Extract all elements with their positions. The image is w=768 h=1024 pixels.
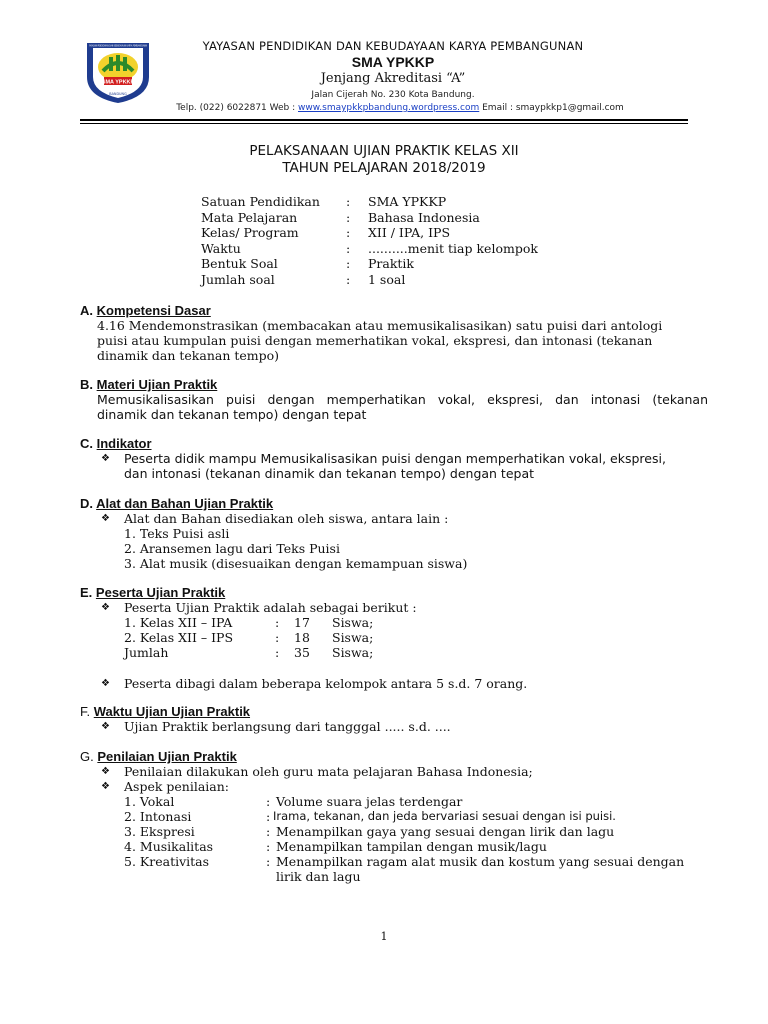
participant-count: 17 xyxy=(294,615,310,630)
section-letter: A. xyxy=(80,303,93,318)
telephone: Telp. (022) 6022871 Web : xyxy=(176,103,299,113)
bullet-icon: ❖ xyxy=(101,602,110,613)
bullet-text: Ujian Praktik berlangsung dari tangggal ..... s.d. .... xyxy=(124,719,451,734)
bullet-icon: ❖ xyxy=(101,513,110,524)
header-rule-thin xyxy=(80,123,688,124)
info-label: Waktu xyxy=(201,240,241,256)
section-heading xyxy=(80,496,273,511)
school-name: SMA YPKKP xyxy=(351,54,435,70)
info-colon: : xyxy=(346,271,351,287)
info-colon: : xyxy=(346,194,351,209)
accreditation: Jenjang Akreditasi “A” xyxy=(320,71,466,86)
paragraph-line: dinamik dan tekanan tempo) dengan tepat xyxy=(97,407,367,422)
participant-colon: : xyxy=(275,645,280,660)
participant-unit: Siswa; xyxy=(332,615,374,630)
aspect-name: 2. Intonasi xyxy=(124,809,192,824)
participant-colon: : xyxy=(275,630,280,645)
aspect-desc: Menampilkan gaya yang sesuai dengan lirik dan lagu xyxy=(276,824,615,839)
info-row xyxy=(201,194,538,210)
section-letter: C. xyxy=(80,436,93,451)
aspect-name: 5. Kreativitas xyxy=(124,854,210,869)
info-colon: : xyxy=(346,240,351,256)
bullet-icon: ❖ xyxy=(101,766,110,777)
participant-unit: Siswa; xyxy=(332,630,374,645)
bullet-text: Aspek penilaian: xyxy=(124,779,229,794)
participant-total-label: Jumlah xyxy=(124,645,169,660)
participant-label: 1. Kelas XII – IPA xyxy=(124,615,233,630)
section-letter: B. xyxy=(80,377,93,392)
bullet-text: Penilaian dilakukan oleh guru mata pelajaran Bahasa Indonesia; xyxy=(124,764,533,779)
bullet-text: Peserta Ujian Praktik adalah sebagai berikut : xyxy=(124,600,417,615)
section-letter: G. xyxy=(80,749,94,764)
participant-unit: Siswa; xyxy=(332,645,374,660)
info-label: Bentuk Soal xyxy=(201,256,278,272)
participant-total-count: 35 xyxy=(294,645,310,660)
info-value: XII / IPA, IPS xyxy=(368,225,451,241)
info-row xyxy=(201,225,538,241)
aspect-colon: : xyxy=(266,839,271,854)
aspect-name: 3. Ekspresi xyxy=(124,824,195,839)
email: Email : smaypkkp1@gmail.com xyxy=(479,103,624,113)
info-label: Jumlah soal xyxy=(201,271,275,287)
info-label: Satuan Pendidikan xyxy=(201,194,320,209)
info-row xyxy=(201,210,538,226)
aspect-colon: : xyxy=(266,809,271,824)
document-title: PELAKSANAAN UJIAN PRAKTIK KELAS XII xyxy=(249,143,519,159)
info-row xyxy=(201,241,538,257)
paragraph-line: Peserta didik mampu Memusikalisasikan puisi dengan memperhatikan vokal, ekspresi, xyxy=(124,451,666,466)
section-heading xyxy=(80,303,211,318)
paragraph-line: Memusikalisasikan puisi dengan memperhatikan vokal, ekspresi, dan intonasi (tekanan xyxy=(97,392,708,407)
paragraph-line: dan intonasi (tekanan dinamik dan tekanan tempo) dengan tepat xyxy=(124,466,535,481)
page-number: 1 xyxy=(380,930,388,943)
info-label: Mata Pelajaran xyxy=(201,209,298,225)
list-item: 3. Alat musik (disesuaikan dengan kemampuan siswa) xyxy=(124,556,468,571)
info-table xyxy=(201,194,538,288)
participant-colon: : xyxy=(275,615,280,630)
header-rule xyxy=(80,119,688,121)
aspect-colon: : xyxy=(266,824,271,839)
section-heading xyxy=(80,585,225,600)
info-label: Kelas/ Program xyxy=(201,225,299,241)
foundation-name: YAYASAN PENDIDIKAN DAN KEBUDAYAAN KARYA PEMBANGUNAN xyxy=(202,39,584,53)
section-heading xyxy=(80,377,217,392)
logo-name: SMA YPKKP xyxy=(101,79,135,86)
info-value: SMA YPKKP xyxy=(368,194,447,209)
info-colon: : xyxy=(346,256,351,272)
section-heading xyxy=(80,436,152,451)
section-title: Kompetensi Dasar xyxy=(96,303,211,318)
section-title: Peserta Ujian Praktik xyxy=(95,585,226,600)
logo-top-text: YAYASAN PENDIDIKAN DAN KEBUDAYAAN KARYA PEMBANGUNAN xyxy=(89,43,147,48)
paragraph-line: puisi atau kumpulan puisi dengan memerhatikan vokal, ekspresi, dan intonasi (tekanan xyxy=(97,333,653,348)
section-title: Alat dan Bahan Ujian Praktik xyxy=(96,496,274,511)
aspect-colon: : xyxy=(266,854,271,869)
bullet-icon: ❖ xyxy=(101,781,110,792)
info-colon: : xyxy=(346,209,351,225)
paragraph-line: dinamik dan tekanan tempo) xyxy=(97,348,280,363)
section-heading xyxy=(80,704,250,719)
info-value: Praktik xyxy=(368,256,415,272)
bullet-text: Alat dan Bahan disediakan oleh siswa, antara lain : xyxy=(124,511,449,526)
participant-label: 2. Kelas XII – IPS xyxy=(124,630,234,645)
list-item: 1. Teks Puisi asli xyxy=(124,526,230,541)
logo-city: BANDUNG xyxy=(109,92,127,96)
info-value: 1 soal xyxy=(368,271,406,287)
info-value: Bahasa Indonesia xyxy=(368,209,480,225)
section-letter: E. xyxy=(80,585,93,600)
aspect-name: 1. Vokal xyxy=(124,794,175,809)
section-letter: F. xyxy=(80,704,91,719)
section-title: Indikator xyxy=(96,436,152,451)
section-heading xyxy=(80,749,237,764)
info-row xyxy=(201,256,538,272)
info-value: ..........menit tiap kelompok xyxy=(368,240,538,256)
list-item: 2. Aransemen lagu dari Teks Puisi xyxy=(124,541,340,556)
aspect-name: 4. Musikalitas xyxy=(124,839,214,854)
section-title: Materi Ujian Praktik xyxy=(96,377,218,392)
aspect-desc: Menampilkan tampilan dengan musik/lagu xyxy=(276,839,547,854)
paragraph-line: 4.16 Mendemonstrasikan (membacakan atau memusikalisasikan) satu puisi dari antologi xyxy=(97,318,663,333)
bullet-icon: ❖ xyxy=(101,721,110,732)
aspect-desc-continued: lirik dan lagu xyxy=(276,869,361,884)
bullet-icon: ❖ xyxy=(101,453,110,464)
bullet-text: Peserta dibagi dalam beberapa kelompok antara 5 s.d. 7 orang. xyxy=(124,676,528,691)
aspect-desc: Irama, tekanan, dan jeda bervariasi sesuai dengan isi puisi. xyxy=(273,809,616,823)
info-row xyxy=(201,272,538,288)
participant-count: 18 xyxy=(294,630,310,645)
info-colon: : xyxy=(346,225,351,241)
section-title: Penilaian Ujian Praktik xyxy=(97,749,237,764)
aspect-colon: : xyxy=(266,794,271,809)
section-title: Waktu Ujian Ujian Praktik xyxy=(93,704,251,719)
website-link[interactable]: www.smaypkkpbandung.wordpress.com xyxy=(298,103,480,113)
school-logo xyxy=(79,37,157,105)
address: Jalan Cijerah No. 230 Kota Bandung. xyxy=(311,90,475,100)
aspect-desc: Menampilkan ragam alat musik dan kostum yang sesuai dengan xyxy=(276,854,685,869)
section-letter: D. xyxy=(80,496,93,511)
aspect-desc: Volume suara jelas terdengar xyxy=(276,794,463,809)
contact-line xyxy=(120,103,680,113)
bullet-icon: ❖ xyxy=(101,678,110,689)
document-subtitle: TAHUN PELAJARAN 2018/2019 xyxy=(282,160,486,176)
